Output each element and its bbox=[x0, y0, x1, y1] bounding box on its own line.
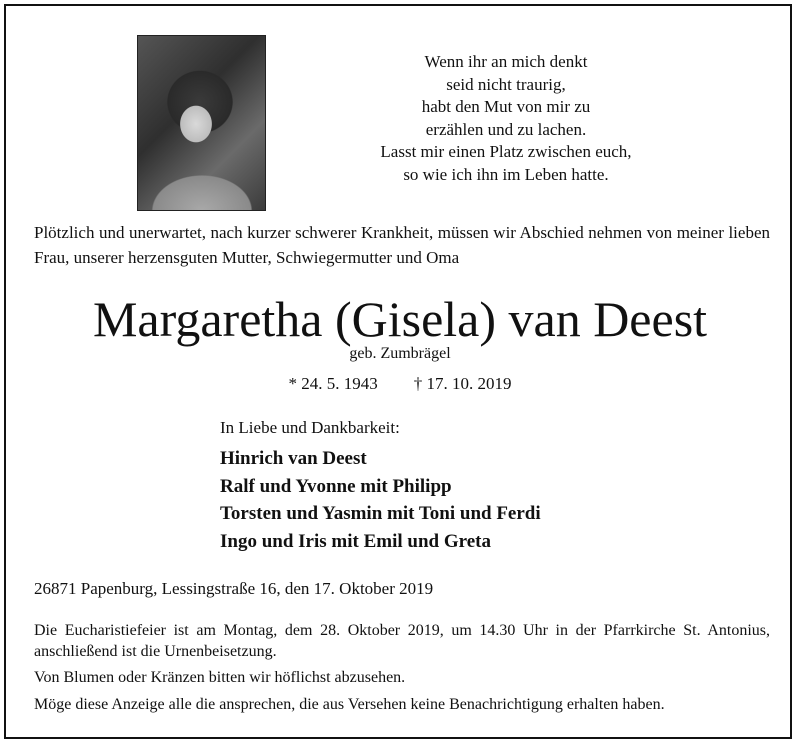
obituary-notice bbox=[4, 4, 792, 739]
service-note: Die Eucharistiefeier ist am Montag, dem 28. Oktober 2019, um 14.30 Uhr in der Pfarrkirche St. Antonius, anschließend ist die Urnenbeisetzung. bbox=[34, 622, 770, 660]
poem-line: so wie ich ihn im Leben hatte. bbox=[403, 164, 609, 184]
mourners-list bbox=[220, 445, 541, 555]
poem-line: Wenn ihr an mich denkt bbox=[424, 52, 588, 71]
poem-line: Lasst mir einen Platz zwischen euch, bbox=[380, 142, 632, 161]
poem bbox=[326, 51, 686, 186]
love-line: In Liebe und Dankbarkeit: bbox=[220, 418, 400, 437]
notes bbox=[34, 620, 770, 715]
poem-line: habt den Mut von mir zu bbox=[421, 97, 591, 116]
intro-text: Plötzlich und unerwartet, nach kurzer schwerer Krankheit, müssen wir Abschied nehmen von meiner lieben Frau, unserer herzensguten Mutter, Schwiegermutter und Oma bbox=[34, 223, 770, 267]
poem-line: seid nicht traurig, bbox=[446, 74, 566, 94]
life-dates bbox=[6, 372, 794, 396]
birth-name: geb. Zumbrägel bbox=[349, 345, 451, 362]
portrait-photo bbox=[137, 35, 266, 211]
mourner: Hinrich van Deest bbox=[220, 448, 367, 469]
deceased-name: Margaretha (Gisela) van Deest bbox=[92, 291, 708, 347]
mourner: Torsten und Yasmin mit Toni und Ferdi bbox=[220, 503, 541, 524]
death-date: † 17. 10. 2019 bbox=[413, 374, 512, 393]
place-date: 26871 Papenburg, Lessingstraße 16, den 17. Oktober 2019 bbox=[34, 579, 434, 598]
flowers-note: Von Blumen oder Kränzen bitten wir höflichst abzusehen. bbox=[34, 669, 406, 686]
notice-note: Möge diese Anzeige alle die ansprechen, die aus Versehen keine Benachrichtigung erhalten haben. bbox=[34, 696, 665, 713]
mourner: Ralf und Yvonne mit Philipp bbox=[220, 475, 452, 497]
poem-line: erzählen und zu lachen. bbox=[425, 119, 587, 139]
mourner: Ingo und Iris mit Emil und Greta bbox=[220, 530, 491, 552]
birth-date: * 24. 5. 1943 bbox=[288, 374, 378, 393]
